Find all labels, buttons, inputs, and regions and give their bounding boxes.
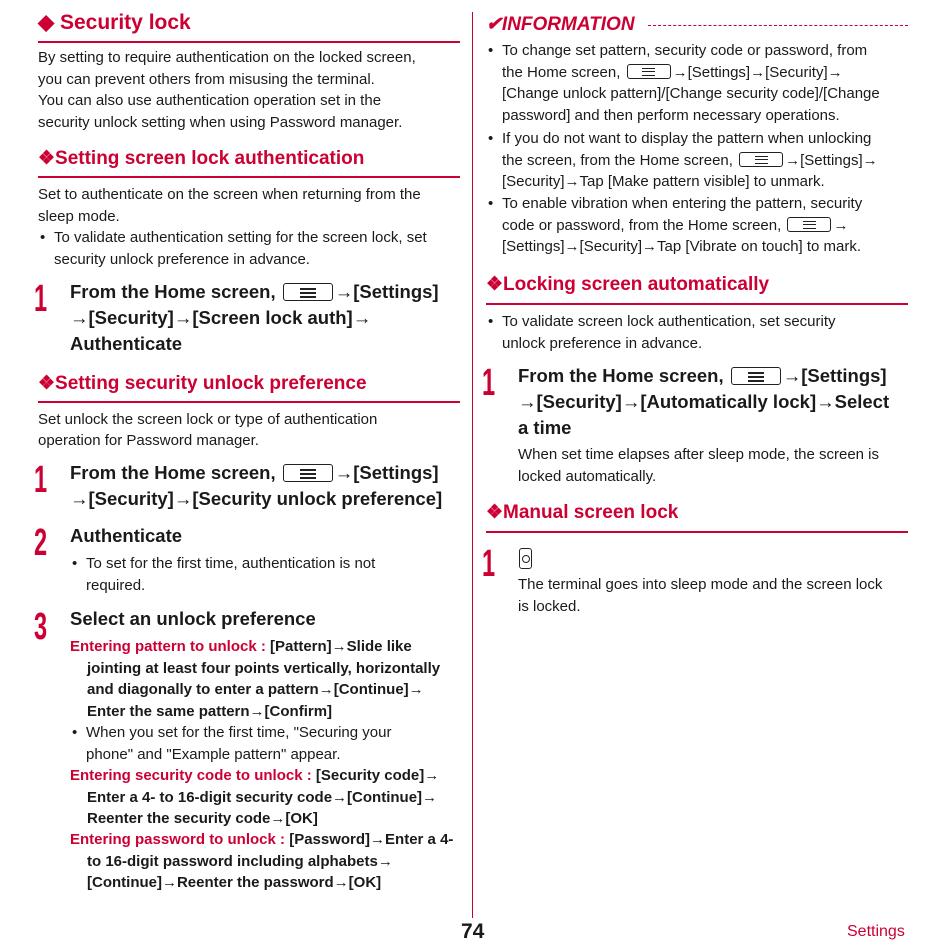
password-text: [Password]→Enter a 4-: [285, 831, 454, 848]
info-bullet: [486, 193, 908, 258]
step-text: →[Security]→[Automatically lock]→Select: [518, 391, 890, 412]
info-line: →: [833, 216, 849, 234]
step-body-line: The terminal goes into sleep mode and the screen lock: [518, 576, 883, 593]
body-line: Set unlock the screen lock or type of authentication: [38, 411, 378, 428]
bullet-item: [70, 553, 460, 596]
step-text: →[Settings]: [782, 365, 887, 386]
bullet-line: required.: [86, 576, 146, 594]
step-text: a time: [518, 417, 572, 438]
column-divider: [472, 12, 473, 918]
menu-key-icon: [787, 217, 831, 232]
pattern-text: [Pattern]→Slide like: [265, 638, 412, 655]
step-heading: [70, 460, 442, 512]
intro-line: You can also use authentication operation set in the: [38, 92, 382, 109]
power-key-icon: [519, 548, 532, 569]
info-line: [Security]→Tap [Make pattern visible] to unmark.: [502, 173, 825, 190]
code-text: Enter a 4- to 16-digit security code→[Continue]→: [87, 788, 438, 806]
bullet-line: • To set for the first time, authentication is not: [86, 555, 376, 572]
section-rule: [38, 401, 460, 403]
info-line: • To enable vibration when entering the pattern, security: [502, 195, 863, 212]
unlock-pattern-block: [70, 636, 470, 722]
step-number: 2: [34, 522, 48, 564]
code-text: Reenter the security code→[OK]: [87, 810, 318, 827]
step-heading: Authenticate: [70, 525, 183, 546]
pattern-text: jointing at least four points vertically, horizontally: [87, 659, 441, 677]
step-text: →[Security]→[Security unlock preference]: [70, 488, 443, 509]
title-rule: [38, 41, 460, 43]
step-heading: [70, 279, 439, 357]
bullet-item: [38, 227, 460, 270]
info-line: • To change set pattern, security code or password, from: [502, 42, 868, 59]
step-description: [518, 574, 882, 617]
body-line: operation for Password manager.: [38, 432, 259, 449]
step-text: →[Settings]: [334, 281, 439, 302]
info-line: →[Settings]→[Security]→: [672, 63, 843, 81]
info-bullet: [486, 40, 908, 126]
step-body-line: locked automatically.: [518, 467, 657, 485]
pattern-label: Entering pattern to unlock :: [70, 638, 266, 655]
step-text: From the Home screen,: [70, 462, 276, 483]
info-line: the Home screen,: [502, 63, 621, 81]
bullet-line: phone" and "Example pattern" appear.: [86, 745, 341, 763]
section-title-auto-lock: ❖Locking screen automatically: [486, 274, 770, 295]
body-line: Set to authenticate on the screen when returning from the: [38, 186, 421, 203]
step-text: →[Settings]: [334, 462, 439, 483]
footer-section-label: Settings: [847, 923, 905, 940]
step-text: From the Home screen,: [518, 365, 724, 386]
section-title-screen-lock-auth: ❖Setting screen lock authentication: [38, 148, 365, 169]
code-text: [Security code]→: [311, 767, 440, 784]
bullet-line: unlock preference in advance.: [502, 334, 703, 352]
menu-key-icon: [627, 64, 671, 79]
bullet-line: • To validate screen lock authentication, set security: [502, 313, 836, 330]
section-title-manual-lock: ❖Manual screen lock: [486, 502, 679, 523]
step-number: 1: [482, 362, 496, 404]
section-title-security-unlock-pref: ❖Setting security unlock preference: [38, 373, 367, 394]
info-line: [Settings]→[Security]→Tap [Vibrate on touch] to mark.: [502, 238, 862, 255]
menu-key-icon: [283, 283, 333, 301]
menu-key-icon: [739, 152, 783, 167]
info-line: →[Settings]→: [785, 151, 878, 169]
info-bullet: [486, 128, 908, 193]
info-line: [Change unlock pattern]/[Change security code]/[Change: [502, 85, 880, 102]
step-heading: Select an unlock preference: [70, 608, 316, 629]
intro-line: security unlock setting when using Password manager.: [38, 114, 403, 131]
bullet-line: security unlock preference in advance.: [54, 250, 310, 268]
page-number: 74: [461, 920, 485, 943]
code-label: Entering security code to unlock :: [70, 767, 312, 784]
step-description: [518, 444, 879, 487]
unlock-code-block: [70, 765, 470, 830]
password-text: to 16-digit password including alphabets→: [87, 852, 393, 870]
password-label: Entering password to unlock :: [70, 831, 286, 848]
information-title: ✔INFORMATION: [486, 14, 635, 35]
info-line: code or password, from the Home screen,: [502, 216, 782, 234]
pattern-text: and diagonally to enter a pattern→[Continue]→: [87, 681, 424, 698]
bullet-item: [70, 722, 460, 765]
section-rule: [486, 531, 908, 533]
menu-key-icon: [731, 367, 781, 385]
step-text: From the Home screen,: [70, 281, 276, 302]
step-body-line: is locked.: [518, 597, 581, 615]
step-text: →[Security]→[Screen lock auth]→: [70, 307, 372, 328]
section-rule: [486, 303, 908, 305]
intro-line: you can prevent others from misusing the terminal.: [38, 71, 375, 88]
section-rule: [38, 176, 460, 178]
body-line: sleep mode.: [38, 208, 120, 225]
info-line: the screen, from the Home screen,: [502, 151, 733, 169]
step-number: 1: [34, 278, 48, 320]
step-number: 3: [34, 606, 48, 648]
page-title: ◆ Security lock: [38, 11, 191, 34]
password-text: [Continue]→Reenter the password→[OK]: [87, 874, 382, 891]
bullet-item: [486, 311, 908, 354]
step-number: 1: [482, 543, 496, 585]
info-line: • If you do not want to display the pattern when unlocking: [502, 130, 872, 147]
step-number: 1: [34, 459, 48, 501]
menu-key-icon: [283, 464, 333, 482]
step-heading: [518, 363, 889, 441]
intro-line: By setting to require authentication on the locked screen,: [38, 49, 416, 66]
bullet-line: • When you set for the first time, "Securing your: [86, 724, 392, 741]
step-body-line: When set time elapses after sleep mode, the screen is: [518, 446, 880, 463]
step-text: Authenticate: [70, 333, 183, 354]
bullet-line: • To validate authentication setting for the screen lock, set: [54, 229, 427, 246]
information-dash-rule: [648, 25, 908, 26]
pattern-text: Enter the same pattern→[Confirm]: [87, 702, 333, 720]
unlock-password-block: [70, 829, 470, 894]
info-line: password] and then perform necessary operations.: [502, 106, 840, 124]
